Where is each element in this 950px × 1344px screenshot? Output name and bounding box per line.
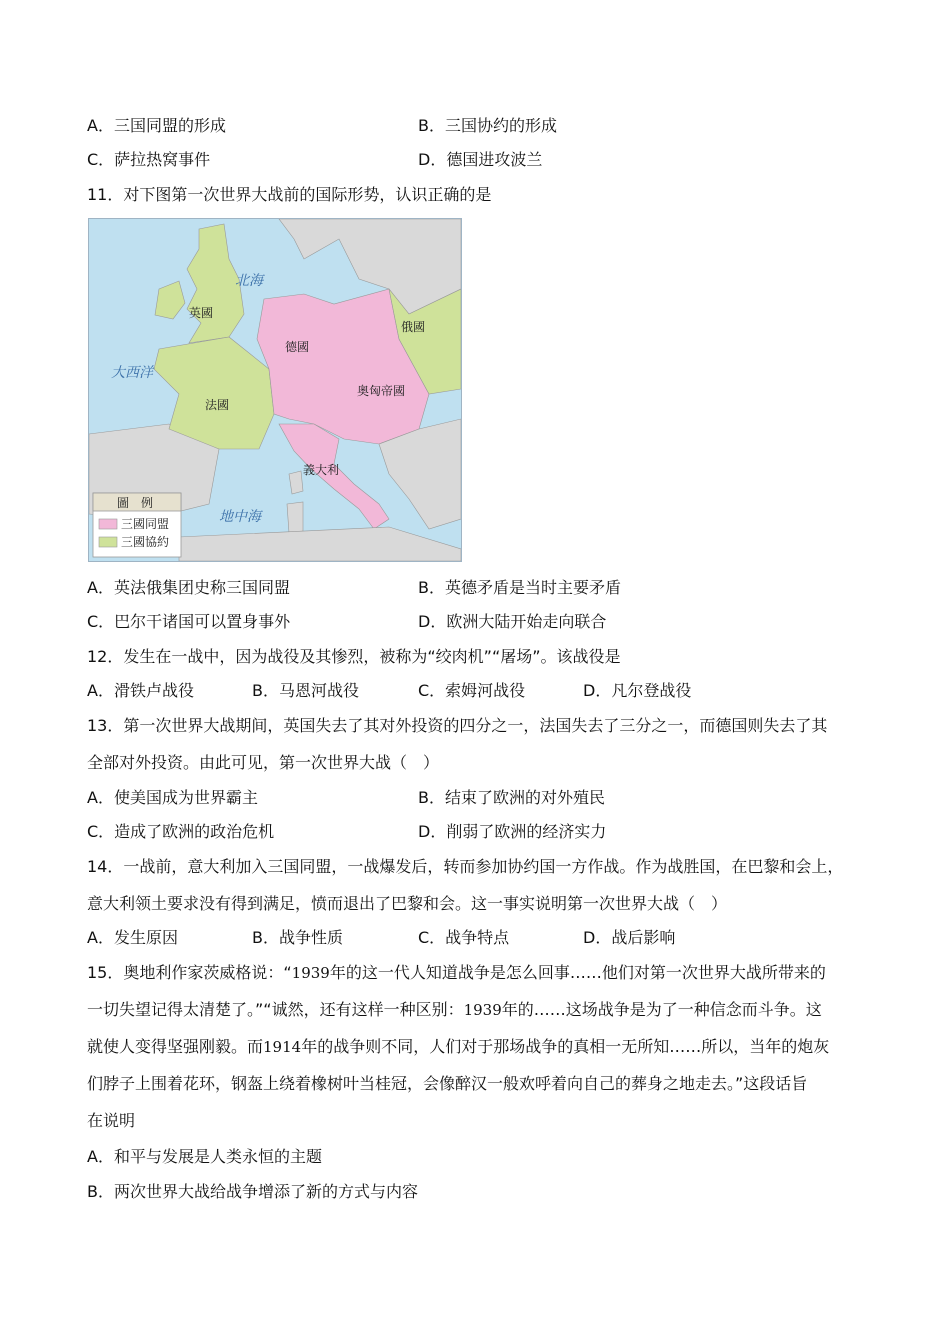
- q12-stem: 12．发生在一战中，因为战役及其惨烈，被称为“绞肉机”“屠场”。该战役是: [87, 647, 621, 666]
- q15-line3-text-a: 就使人变得坚强刚毅。而: [87, 1037, 264, 1056]
- legend-entente-label: 三國協約: [121, 535, 170, 549]
- britain-label: 英國: [189, 306, 214, 320]
- q12-option-a[interactable]: A．滑铁卢战役: [87, 681, 194, 700]
- q11-option-d[interactable]: D．欧洲大陆开始走向联合: [418, 612, 607, 631]
- q15-stem-line3: [87, 1036, 829, 1058]
- q15-option-b[interactable]: B．两次世界大战给战争增添了新的方式与内容: [87, 1182, 418, 1201]
- q15-stem-line5: 在说明: [87, 1111, 136, 1130]
- q14-option-b[interactable]: B．战争性质: [252, 928, 343, 947]
- mediterranean-label: 地中海: [219, 509, 261, 525]
- q13-option-c[interactable]: C．造成了欧洲的政治危机: [87, 822, 275, 841]
- austria-hungary-label: 奥匈帝國: [357, 384, 406, 398]
- q15-line1-text-a: 15．奥地利作家茨威格说：“: [87, 963, 292, 982]
- q13-stem-line1: 13．第一次世界大战期间，英国失去了其对外投资的四分之一，法国失去了三分之一，而德国则失去了其: [87, 716, 828, 735]
- q15-year-1914: 1914: [263, 1038, 302, 1056]
- q13-option-a[interactable]: A．使美国成为世界霸主: [87, 788, 258, 807]
- q15-line3-text-b: 年的战争则不同，人们对于那场战争的真相一无所知……所以，当年的炮灰: [301, 1037, 830, 1056]
- italy-label: 義大利: [303, 463, 340, 477]
- q14-stem-line1: 14．一战前，意大利加入三国同盟，一战爆发后，转而参加协约国一方作战。作为战胜国，在巴黎和会上，: [87, 857, 844, 876]
- legend-alliance-swatch: [99, 519, 117, 529]
- q15-stem-line2: [87, 999, 822, 1021]
- russia-label: 俄國: [401, 320, 426, 334]
- q12-option-d[interactable]: D．凡尔登战役: [583, 681, 692, 700]
- q13-option-b[interactable]: B．结束了欧洲的对外殖民: [418, 788, 605, 807]
- q14-option-c[interactable]: C．战争特点: [418, 928, 510, 947]
- atlantic-label: 大西洋: [111, 365, 153, 381]
- q15-line2-text-a: 一切失望记得太清楚了。”“诚然，还有这样一种区别：: [87, 1000, 464, 1019]
- map-legend: [93, 493, 181, 557]
- q14-stem-line2: 意大利领土要求没有得到满足，愤而退出了巴黎和会。这一事实说明第一次世界大战（ ）: [87, 894, 728, 913]
- q10-option-b[interactable]: B．三国协约的形成: [418, 116, 557, 135]
- north-sea-label: 北海: [235, 273, 263, 289]
- q14-option-d[interactable]: D．战后影响: [583, 928, 676, 947]
- q10-option-d[interactable]: D．德国进攻波兰: [418, 150, 543, 169]
- germany-label: 德國: [285, 340, 310, 354]
- q13-stem-line2: 全部对外投资。由此可见，第一次世界大战（ ）: [87, 753, 440, 772]
- q11-option-c[interactable]: C．巴尔干诸国可以置身事外: [87, 612, 291, 631]
- europe-map-figure: [88, 218, 462, 562]
- q15-line2-text-b: 年的……这场战争是为了一种信念而斗争。这: [501, 1000, 822, 1019]
- q15-option-a[interactable]: A．和平与发展是人类永恒的主题: [87, 1147, 322, 1166]
- q12-option-b[interactable]: B．马恩河战役: [252, 681, 359, 700]
- q10-option-a[interactable]: A．三国同盟的形成: [87, 116, 226, 135]
- q15-stem-line1: [87, 962, 826, 984]
- legend-entente-swatch: [99, 537, 117, 547]
- q11-option-b[interactable]: B．英德矛盾是当时主要矛盾: [418, 578, 621, 597]
- q11-option-a[interactable]: A．英法俄集团史称三国同盟: [87, 578, 290, 597]
- legend-title: 圖 例: [117, 496, 154, 510]
- sardinia-island: [287, 502, 303, 533]
- europe-map: [89, 219, 461, 561]
- q11-stem: 11．对下图第一次世界大战前的国际形势，认识正确的是: [87, 185, 492, 204]
- q14-option-a[interactable]: A．发生原因: [87, 928, 178, 947]
- q13-option-d[interactable]: D．削弱了欧洲的经济实力: [418, 822, 607, 841]
- q15-line1-text-b: 年的这一代人知道战争是怎么回事……他们对第一次世界大战所带来的: [329, 963, 826, 982]
- q15-stem-line4: 们脖子上围着花环，钢盔上绕着橡树叶当桂冠，会像醉汉一般欢呼着向自己的葬身之地走去。”这段话旨: [87, 1074, 808, 1093]
- q12-option-c[interactable]: C．索姆河战役: [418, 681, 526, 700]
- q10-option-c[interactable]: C．萨拉热窝事件: [87, 150, 211, 169]
- france-label: 法國: [205, 398, 230, 412]
- q15-year-1939-a: 1939: [291, 964, 330, 982]
- legend-alliance-label: 三國同盟: [121, 517, 170, 531]
- q15-year-1939-b: 1939: [463, 1001, 502, 1019]
